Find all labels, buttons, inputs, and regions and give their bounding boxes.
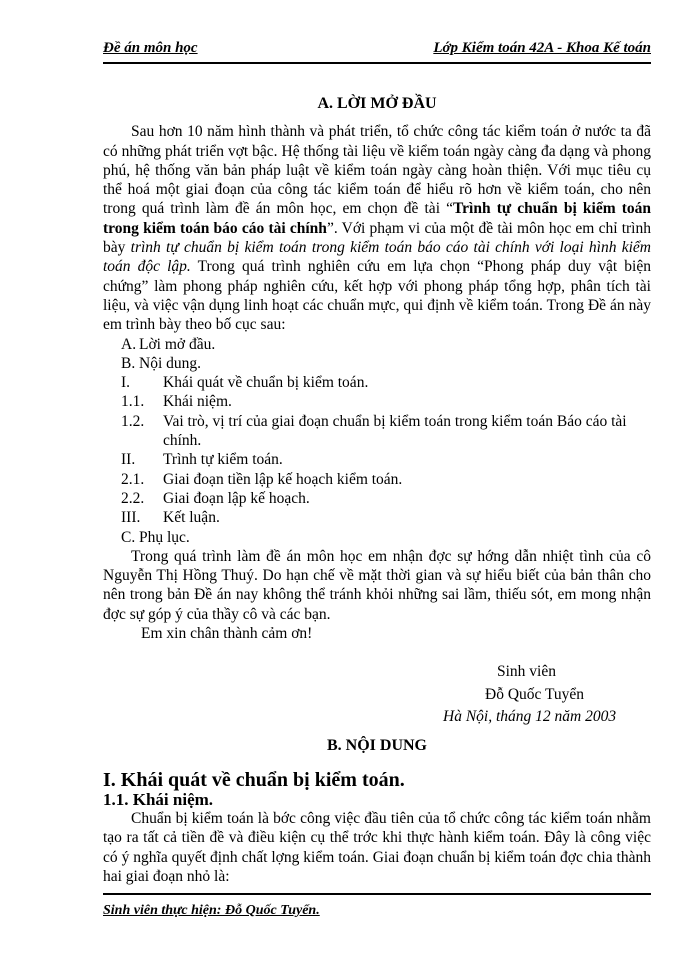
intro-text-2: ”. Với phạm vi của một đề tài môn học em chỉ trình bày <box>103 219 651 257</box>
outline-item: B. Nội dung. <box>121 354 201 372</box>
heading-1-1: 1.1. Khái niệm. <box>103 789 214 809</box>
outline-item: I. Khái quát về chuẩn bị kiểm toán. <box>121 374 369 392</box>
acknowledgement-paragraph: Trong quá trình làm đề án môn học em nhận đợc sự hớng dẫn nhiệt tình của cô Nguyễn Thị Hồng Thuý. Do hạn chế về mặt thời gian và sự hiểu biết của bản thân cho nên trong bản Đề án nay không thể tránh khỏi những sai lầm, thiếu sót, em mong nhận đợc sự góp ý của thầy cô và các bạn. <box>103 547 651 623</box>
outline-item: III. Kết luận. <box>121 509 220 527</box>
intro-text-3: Trong quá trình nghiên cứu em lựa chọn “Phong pháp duy vật biện chứng” làm phong pháp nghiên cứu, kết hợp với phong pháp tổng hợp, phân tích tài liệu, và việc vận dụng linh hoạt các chuẩn mực, qui định về kiểm toán. Trong Đề án này em trình bày theo bố cục sau: <box>103 258 651 334</box>
outline-item: II. Trình tự kiểm toán. <box>121 451 283 469</box>
page-footer <box>103 893 651 918</box>
outline-list <box>103 335 651 547</box>
header-class: Lớp Kiểm toán 42A - Khoa Kế toán <box>433 40 651 56</box>
topic-title: Trình tự chuẩn bị kiểm toán trong kiểm toán báo cáo tài chính <box>103 200 651 237</box>
outline-item: 2.1. Giai đoạn tiền lập kế hoạch kiểm toán. <box>121 470 403 488</box>
header-course: Đề án môn học <box>103 40 198 56</box>
outline-item: 1.1. Khái niệm. <box>121 393 232 411</box>
footer-author: Sinh viên thực hiện: Đỗ Quốc Tuyển. <box>103 903 320 918</box>
document-body <box>103 94 651 886</box>
section-a-title: A. LỜI MỞ ĐẦU <box>317 95 437 112</box>
section-b-title: B. NỘI DUNG <box>326 737 427 755</box>
outline-item: 1.2. Vai trò, vị trí của giai đoạn chuẩn bị kiểm toán trong kiểm toán Báo cáo tài chính. <box>121 412 627 450</box>
page-header <box>103 40 651 64</box>
intro-text-1: Sau hơn 10 năm hình thành và phát triển, tổ chức công tác kiểm toán ở nước ta đã có những phát triển vợt bậc. Hệ thống tài liệu về kiểm toán ngày càng đa dạng và phong phú, hệ thống văn bản pháp luật về kiểm toán ngày càng hoàn thiện. Với mục tiêu cụ thể hoá một giai đoạn của công tác kiểm toán để hiểu rõ hơn về kiểm toán, cho nên trong quá trình làm đề án môn học, em chọn đề tài “ <box>103 123 651 218</box>
outline-item: 2.2. Giai đoạn lập kế hoạch. <box>121 489 310 507</box>
scope-italic: trình tự chuẩn bị kiểm toán trong kiểm toán báo cáo tài chính với loại hình kiểm toán độc lập. <box>103 239 651 276</box>
heading-1: I. Khái quát về chuẩn bị kiểm toán. <box>103 768 405 791</box>
outline-item: A. Lời mở đầu. <box>121 335 216 353</box>
outline-item: C. Phụ lục. <box>121 528 190 546</box>
signature-role: Sinh viên <box>497 663 556 681</box>
signature-name: Đỗ Quốc Tuyển <box>485 685 585 703</box>
signature-date: Hà Nội, tháng 12 năm 2003 <box>443 707 617 725</box>
intro-paragraph <box>103 122 651 334</box>
definition-paragraph: Chuẩn bị kiểm toán là bớc công việc đầu tiên của tổ chức công tác kiểm toán nhằm tạo ra tất cả tiền đề và điều kiện cụ thể trớc khi thực hành kiểm toán. Đây là công việc có ý nghĩa quyết định chất lợng kiểm toán. Giai đoạn chuẩn bị kiểm toán đợc chia thành hai giai đoạn nhỏ là: <box>103 810 651 885</box>
thanks-line: Em xin chân thành cảm ơn! <box>141 625 313 643</box>
